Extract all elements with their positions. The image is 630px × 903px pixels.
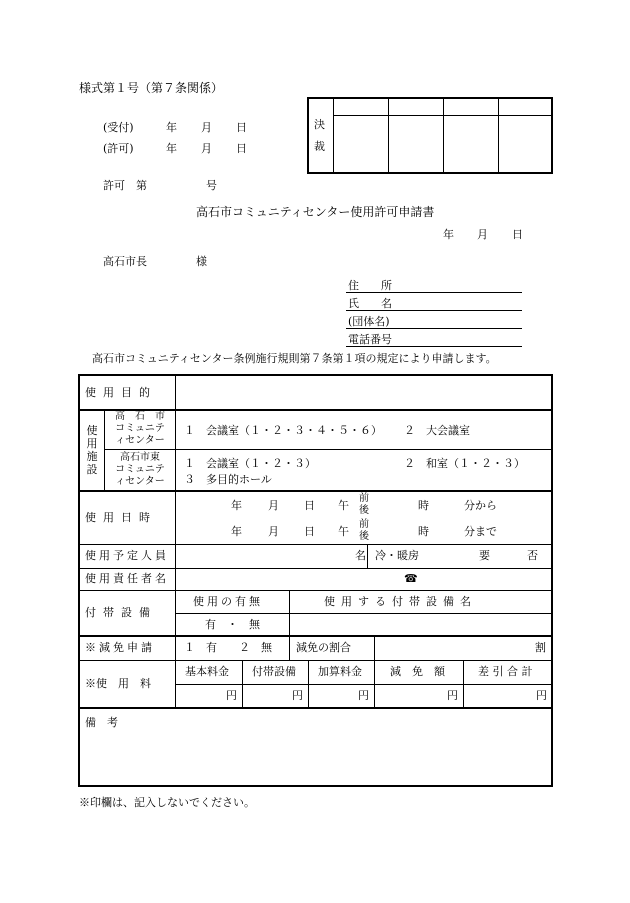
center-takaishi-line1: 高 石 市	[115, 411, 165, 422]
applicant-group-label: (団体名)	[348, 315, 390, 328]
equipment-names-label: 使用する付帯設備名	[324, 595, 477, 608]
aircon-label: 冷・暖房	[375, 549, 419, 562]
approval-label-2: 裁	[314, 140, 325, 153]
permit-number-prefix: 許可 第	[103, 179, 147, 192]
start-day: 日	[304, 499, 315, 512]
end-day: 日	[304, 525, 315, 538]
datetime-label: 使用日時	[85, 511, 157, 524]
people-unit: 名	[355, 549, 366, 562]
date-month: 月	[477, 228, 488, 241]
fee-col-basic: 基本料金	[185, 665, 229, 678]
responsible-label: 使用責任者名	[85, 572, 169, 585]
end-hour: 時	[418, 525, 429, 538]
end-year: 年	[231, 525, 242, 538]
remarks-label: 備 考	[85, 716, 118, 729]
received-year: 年	[166, 121, 177, 134]
takaishi-option-2: ２ 大会議室	[404, 424, 470, 437]
start-noon: 午	[338, 499, 349, 512]
applicant-name-label: 氏 名	[348, 297, 392, 310]
reduction-options: １ 有 ２ 無	[184, 641, 272, 654]
date-day: 日	[512, 228, 523, 241]
center-east-line2: コミュニテ	[115, 464, 165, 475]
start-year: 年	[231, 499, 242, 512]
start-month: 月	[268, 499, 279, 512]
fee-basic-yen: 円	[226, 689, 237, 702]
start-am: 前	[359, 493, 369, 504]
facility-label: 使用施設	[86, 424, 98, 476]
page-title: 高石市コミュニティセンター使用許可申請書	[196, 205, 435, 219]
fee-reduction-yen: 円	[447, 689, 458, 702]
received-month: 月	[201, 121, 212, 134]
fee-additional-yen: 円	[358, 689, 369, 702]
end-month: 月	[268, 525, 279, 538]
center-east-line1: 高石市東	[120, 452, 160, 463]
received-label: (受付)	[103, 121, 134, 134]
received-day: 日	[236, 121, 247, 134]
people-label: 使用予定人員	[85, 549, 169, 562]
center-takaishi-line3: ィセンター	[115, 435, 165, 446]
reduction-label: ※減免申請	[85, 641, 155, 654]
aircon-need: 要	[479, 549, 490, 562]
end-pm: 後	[359, 531, 369, 542]
fee-label: ※使 用 料	[85, 677, 151, 690]
aircon-no: 否	[527, 549, 538, 562]
phone-icon: ☎	[404, 572, 418, 585]
start-minute-from: 分から	[464, 499, 497, 512]
start-hour: 時	[418, 499, 429, 512]
approval-label-1: 決	[314, 118, 325, 131]
fee-col-total: 差 引 合 計	[478, 665, 533, 678]
end-minute-until: 分まで	[464, 525, 497, 538]
application-statement: 高石市コミュニティセンター条例施行規則第７条第１項の規定により申請します。	[92, 352, 497, 365]
takaishi-option-1: １ 会議室（１・２・３・４・５・６）	[184, 424, 382, 437]
addressee-honorific: 様	[196, 255, 207, 268]
form-number: 様式第１号（第７条関係）	[79, 81, 224, 95]
permitted-day: 日	[236, 142, 247, 155]
permit-number-suffix: 号	[206, 179, 217, 192]
end-am: 前	[359, 519, 369, 530]
center-takaishi-line2: コミュニテ	[115, 423, 165, 434]
fee-col-equipment: 付帯設備	[252, 665, 296, 678]
fee-col-additional: 加算料金	[318, 665, 362, 678]
permitted-label: (許可)	[103, 142, 134, 155]
fee-col-reduction: 減 免 額	[390, 665, 445, 678]
start-pm: 後	[359, 505, 369, 516]
equipment-use-options: 有 ・ 無	[205, 618, 260, 631]
date-year: 年	[443, 228, 454, 241]
footer-note: ※印欄は、記入しないでください。	[79, 796, 255, 809]
permitted-month: 月	[201, 142, 212, 155]
purpose-label: 使用目的	[85, 386, 157, 399]
east-option-2: ２ 和室（１・２・３）	[404, 457, 525, 470]
reduction-rate-label: 減免の割合	[296, 641, 351, 654]
fee-equipment-yen: 円	[292, 689, 303, 702]
east-option-1: １ 会議室（１・２・３）	[184, 457, 316, 470]
equipment-label: 付帯設備	[85, 606, 157, 619]
permitted-year: 年	[166, 142, 177, 155]
end-noon: 午	[338, 525, 349, 538]
fee-total-yen: 円	[536, 689, 547, 702]
applicant-address-label: 住 所	[348, 279, 392, 292]
applicant-phone-label: 電話番号	[348, 333, 392, 346]
east-option-3: ３ 多目的ホール	[184, 473, 272, 486]
center-east-line3: ィセンター	[115, 476, 165, 487]
reduction-rate-unit: 割	[535, 641, 546, 654]
equipment-use-label: 使用の有無	[193, 595, 263, 608]
addressee-name: 高石市長	[103, 255, 147, 268]
